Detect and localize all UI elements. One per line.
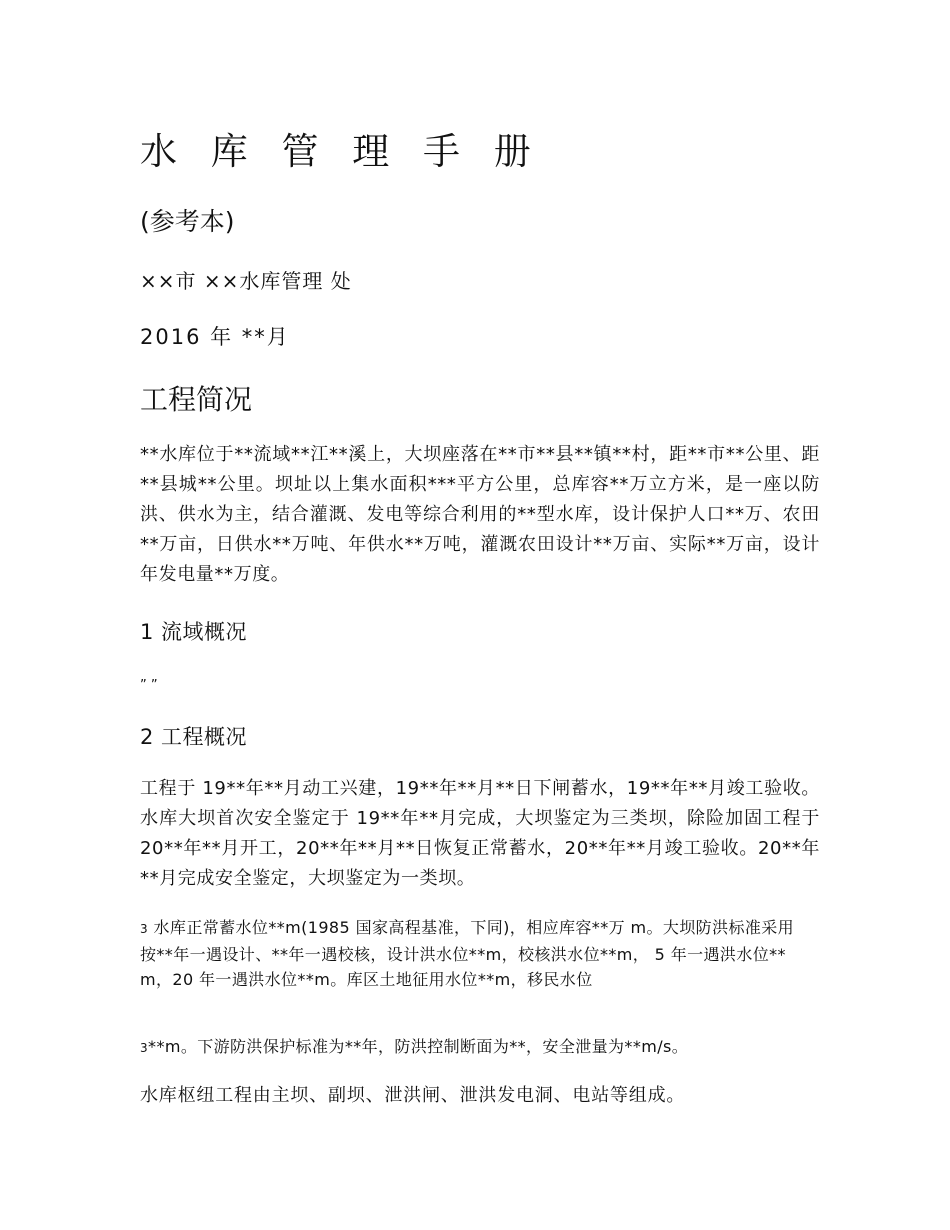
subsection-heading-project: 2 工程概况 [140, 725, 248, 749]
flood-control-paragraph [140, 1034, 810, 1061]
project-overview-paragraph: 工程于 19**年**月动工兴建，19**年**月**日下闸蓄水，19**年**月竣工验收。水库大坝首次安全鉴定于 19**年**月完成，大坝鉴定为三类坝，除险加固工程于 20**年**月开工，20**年**月**日恢复正常蓄水，20**年**月竣工验收。20**年**月完成安全鉴定，大坝鉴定为一类坝。 [140, 778, 820, 889]
intro-paragraph: **水库位于**流域**江**溪上，大坝座落在**市**县**镇**村，距**市**公里、距**县城**公里。坝址以上集水面积***平方公里，总库容**万立方米，是一座以防洪、供水为主，结合灌溉、发电等综合利用的**型水库，设计保护人口**万、农田**万亩，日供水**万吨、年供水**万吨，灌溉农田设计**万亩、实际**万亩，设计年发电量**万度。 [140, 444, 820, 585]
flood-control-text: **m。下游防洪保护标准为**年，防洪控制断面为**，安全泄量为**m/s。 [148, 1037, 689, 1056]
superscript-marker: 3 [140, 1041, 149, 1055]
document-subtitle: (参考本) [140, 207, 235, 236]
water-level-text: 水库正常蓄水位**m(1985 国家高程基准，下同)，相应库容**万 m。大坝防洪标准采用按**年一遇设计、**年一遇校核，设计洪水位**m，校核洪水位**m， 5 年一遇洪水位**m，20 年一遇洪水位**m。库区土地征用水位**m，移民水位 [140, 918, 795, 989]
subsection-basin-body: ” ” [140, 678, 158, 693]
water-level-paragraph [140, 915, 810, 992]
document-title: 水 库 管 理 手 册 [140, 130, 542, 173]
organization-name: ××市 ××水库管理 处 [140, 269, 352, 293]
paragraph-number: 3 [140, 922, 149, 936]
subsection-heading-basin: 1 流域概况 [140, 620, 248, 644]
section-heading: 工程简况 [140, 383, 253, 416]
hub-components-paragraph: 水库枢纽工程由主坝、副坝、泄洪闸、泄洪发电洞、电站等组成。 [140, 1085, 686, 1106]
document-date: 2016 年 **月 [140, 325, 290, 349]
